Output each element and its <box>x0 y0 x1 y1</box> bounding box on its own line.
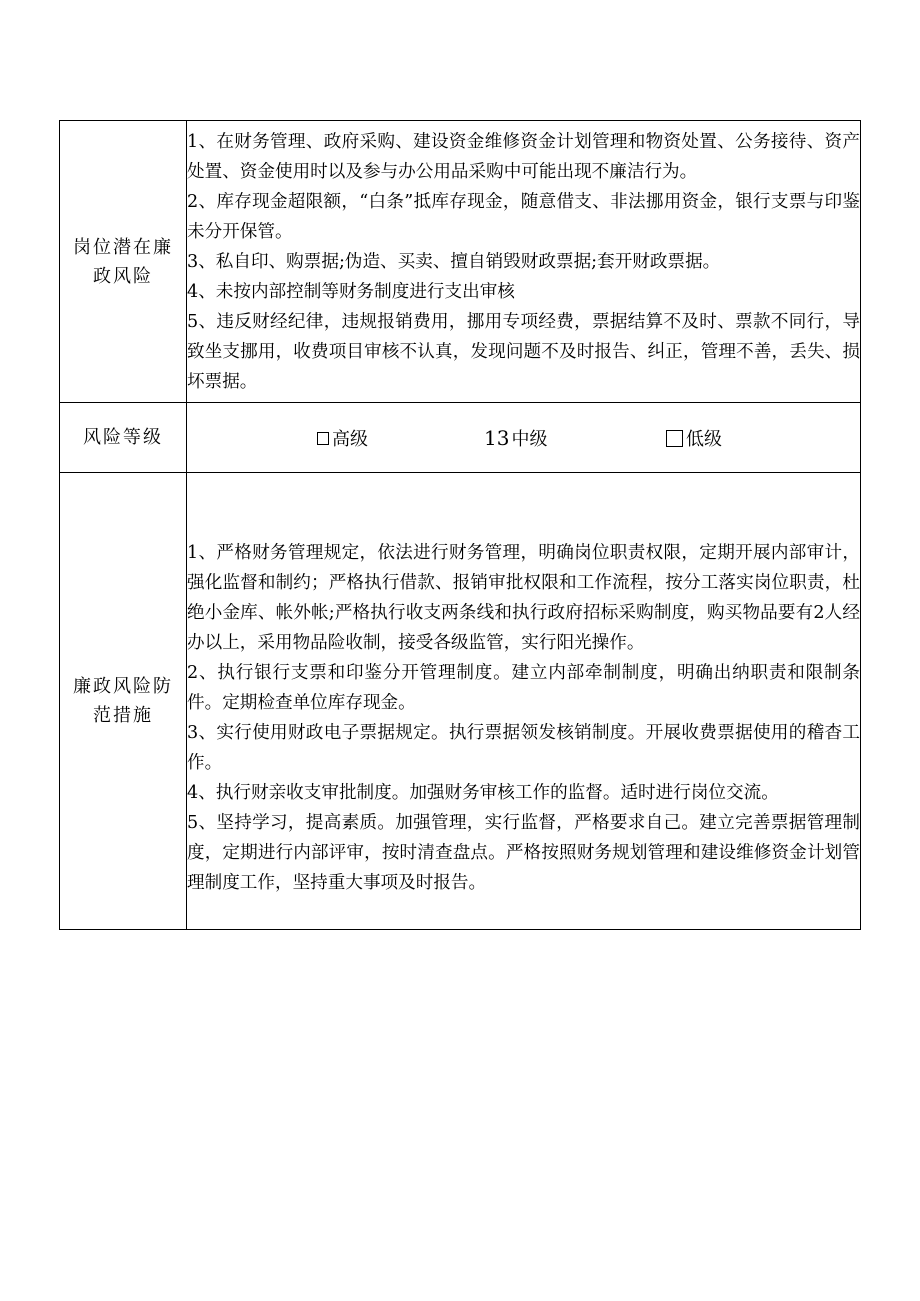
measures-label-cell <box>60 473 187 930</box>
risk-label-cell <box>60 121 187 403</box>
level-label-cell <box>60 403 187 473</box>
level-options <box>187 403 860 472</box>
checkbox-high-icon[interactable] <box>317 432 329 445</box>
measure-item-3: 3、实行使用财政电子票据规定。执行票据领发核销制度。开展收费票据使用的稽杳工作。 <box>187 723 860 773</box>
level-mid-text: 中级 <box>511 429 548 450</box>
level-high-option[interactable] <box>317 425 368 451</box>
risk-label: 岗位潜在廉政风险 <box>73 236 173 287</box>
risk-item-5: 5、违反财经纪律，违规报销费用，挪用专项经费，票据结算不及时、票款不同行，导致坐支挪用，收费项目审核不认真，发现问题不及时报告、纠正，管理不善，丢失、损坏票据。 <box>187 311 860 392</box>
risk-item-4: 4、未按内部控制等财务制度进行支出审核 <box>187 281 515 302</box>
risk-item-3: 3、私自印、购票据;伪造、买卖、擅自销毁财政票据;套开财政票据。 <box>187 251 721 272</box>
level-content-cell <box>187 403 861 473</box>
integrity-risk-table <box>59 120 861 930</box>
level-label: 风险等级 <box>83 427 163 448</box>
level-mid-option[interactable] <box>484 425 547 451</box>
measures-label: 廉政风险防范措施 <box>73 676 173 726</box>
checkbox-low-icon[interactable] <box>666 430 683 447</box>
risk-content-cell <box>187 121 861 403</box>
risk-item-2: 2、库存现金超限额，“白条”抵库存现金，随意借支、非法挪用资金，银行支票与印鉴未分开保管。 <box>187 191 860 242</box>
measure-item-5: 5、坚持学习，提高素质。加强管理，实行监督，严格要求自己。建立完善票据管理制度，定期进行内部评审，按时清查盘点。严格按照财务规划管理和建设维修资金计划管理制度工作，坚持重大事项及时报告。 <box>187 813 860 893</box>
level-row <box>60 403 861 473</box>
risk-item-1: 1、在财务管理、政府采购、建设资金维修资金计划管理和物资处置、公务接待、资产处置、资金使用时以及参与办公用品采购中可能出现不廉洁行为。 <box>187 131 860 182</box>
level-low-option[interactable] <box>666 425 722 451</box>
measure-item-1: 1、严格财务管理规定，依法进行财务管理，明确岗位职责权限，定期开展内部审计，强化监督和制约；严格执行借款、报销审批权限和工作流程，按分工落实岗位职责，杜绝小金库、帐外帐;严格执行收支两条线和执行政府招标采购制度，购买物品要有2人经办以上，采用物品险收制，接受各级监管，实行阳光操作。 <box>187 543 860 653</box>
level-high-text: 高级 <box>332 429 368 450</box>
measures-row <box>60 473 861 930</box>
measure-item-2: 2、执行银行支票和印鉴分开管理制度。建立内部牵制制度，明确出纳职责和限制条件。定期检查单位库存现金。 <box>187 663 860 713</box>
measures-content-cell <box>187 473 861 930</box>
level-low-text: 低级 <box>686 429 722 450</box>
measure-item-4: 4、执行财亲收支审批制度。加强财务审核工作的监督。适时进行岗位交流。 <box>187 783 779 803</box>
level-mid-mark: 13 <box>484 426 510 450</box>
risk-row <box>60 121 861 403</box>
